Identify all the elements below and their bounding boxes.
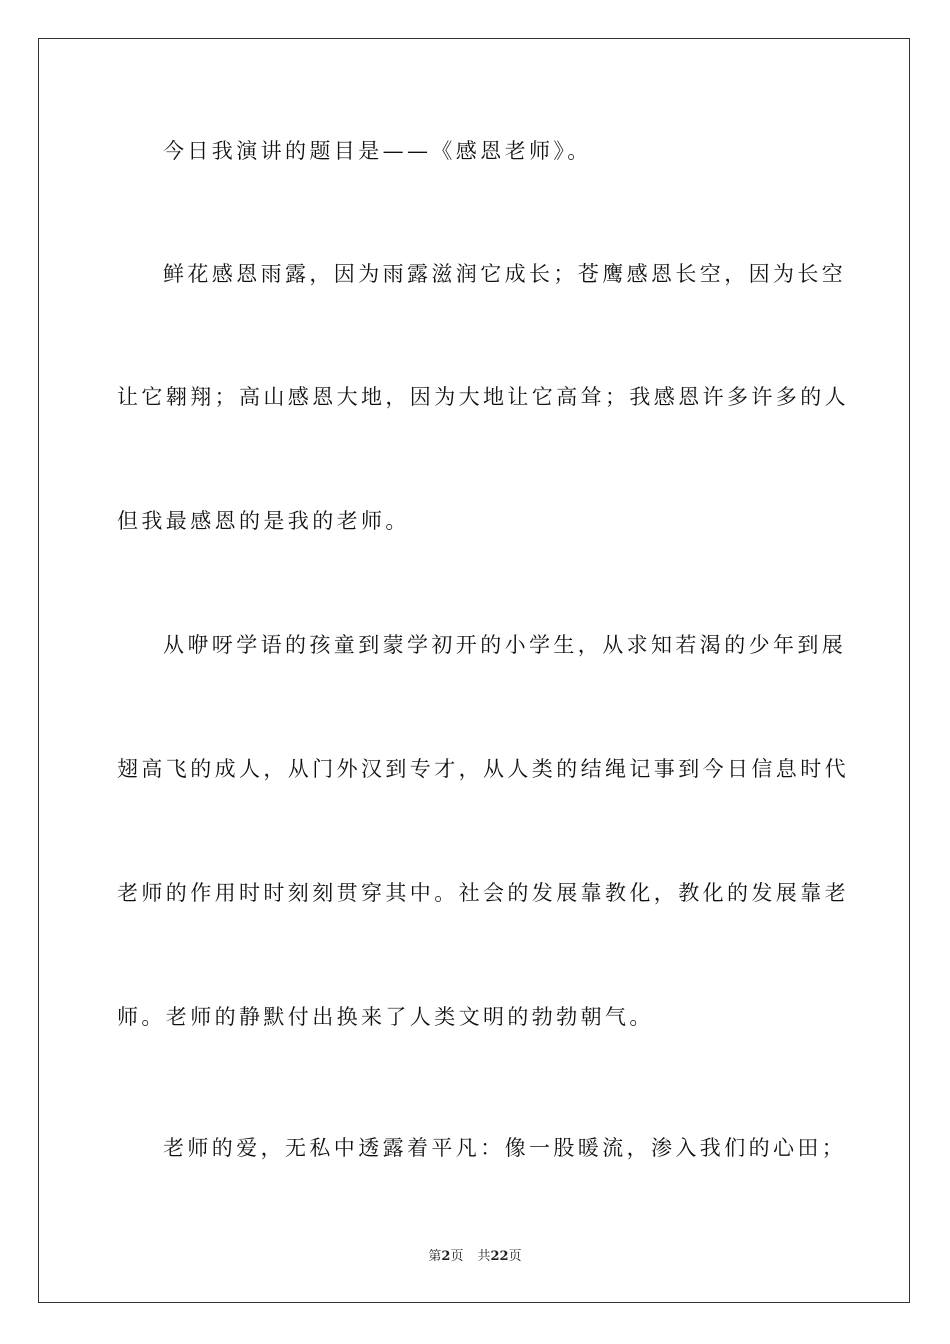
page-suffix: 页	[450, 1249, 464, 1264]
text-line: 翅高飞的成人，从门外汉到专才，从人类的结绳记事到今日信息时代	[117, 757, 849, 781]
text-line: 但我最感恩的是我的老师。	[117, 509, 410, 533]
total-pages: 22	[490, 1249, 509, 1264]
text-line: 老师的作用时时刻刻贯穿其中。社会的发展靠教化，教化的发展靠老	[117, 881, 849, 905]
total-prefix: 共	[477, 1249, 491, 1264]
text-line: 鲜花感恩雨露，因为雨露滋润它成长；苍鹰感恩长空，因为长空	[163, 262, 847, 286]
page-prefix: 第	[428, 1249, 442, 1264]
page-footer	[0, 1248, 950, 1266]
text-line: 师。老师的静默付出换来了人类文明的勃勃朝气。	[117, 1005, 654, 1029]
page-number: 2	[441, 1249, 451, 1264]
text-line: 今日我演讲的题目是——《感恩老师》。	[163, 139, 592, 163]
page-border	[38, 38, 910, 1303]
text-line: 老师的爱，无私中透露着平凡：像一股暖流，渗入我们的心田；	[163, 1136, 847, 1160]
total-suffix: 页	[508, 1249, 522, 1264]
text-line: 让它翱翔；高山感恩大地，因为大地让它高耸；我感恩许多许多的人	[117, 385, 849, 409]
text-line: 从咿呀学语的孩童到蒙学初开的小学生，从求知若渴的少年到展	[163, 633, 847, 657]
